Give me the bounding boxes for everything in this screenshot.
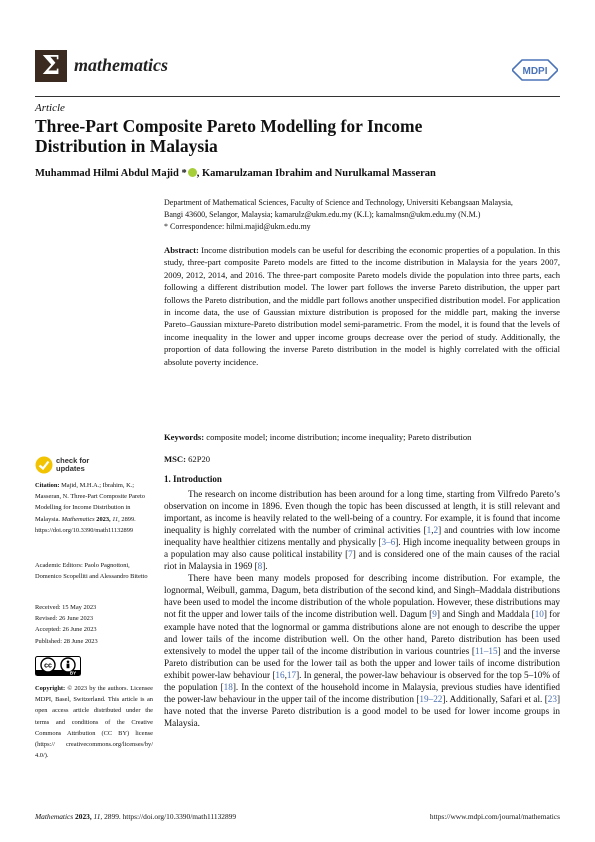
date-published: Published: 28 June 2023 (35, 637, 98, 645)
author-list (35, 168, 436, 179)
cc-text: cc (44, 662, 52, 670)
reference-link[interactable]: 17 (286, 669, 297, 680)
journal-logo-icon (35, 50, 67, 82)
paragraph-text: ]. In the context of the household income in Malaysia, previous studies have identified the power-law behaviour in the upper tail of the income distribution [ (164, 681, 560, 704)
paragraph-text: , (431, 525, 434, 536)
msc-label: MSC: (164, 454, 186, 464)
msc-text: 62P20 (188, 454, 211, 464)
citation-label: Citation: (35, 482, 60, 489)
paragraph-text: ] have noted that the inverse Pareto distribution is a good model to be used for lower income groups in Malaysia. (164, 693, 560, 728)
reference-link[interactable]: 2 (433, 525, 439, 536)
check-for-updates-label[interactable] (56, 457, 89, 473)
copyright (35, 683, 153, 761)
citation-rest[interactable]: 2899. https://doi.org/10.3390/math11132899 (35, 515, 136, 534)
reference-link[interactable]: 8 (257, 561, 263, 572)
paragraph-text: , (284, 669, 287, 680)
cc-by-license-icon[interactable] (35, 656, 81, 676)
date-received: Received: 15 May 2023 (35, 604, 97, 611)
citation-volume: 11, (112, 515, 120, 523)
paragraph-text: There have been many models proposed for describing income distribution. For example, the lognormal, Weibull, gamma, Dagum, beta distribution of the second kind, and Singh–Maddala distributions have been used to model the income distribution of the whole population. However, these distributions may not fit the upper and lower tails of the income distribution well. Dagum [ (164, 573, 560, 620)
copyright-text: © 2023 by the authors. Licensee MDPI, Basel, Switzerland. This article is an open access article distributed under the terms and conditions of the Creative Commons Attribution (CC BY) license (https:// creativecommons.org/licenses/by/ 4.0/). (35, 685, 153, 760)
journal-name: mathematics (74, 55, 168, 75)
abstract-text: Income distribution models can be useful for describing the economic properties of a population. In this study, three-part composite Pareto models are fitted to the income distribution in Malaysia for the years 2007, 2009, 2012, 2014, and 2016. The three-part composite Pareto models divide the population into three parts, each following a different distribution model. The lower part follows the inverse Pareto distribution, the upper part follows the Pareto distribution, and the middle part follows another unspecified distribution model. For application in income data, the use of Gaussian mixture distribution is proposed for the middle part, making the inverse Pareto–Gaussian mixture-Pareto distribution model semi-parametric. From the model, it is found that the levels of income inequality in the lower and upper income groups decrease over the period of study. Additionally, the proportion of data following the inverse Pareto distribution in the model is highly correlated with the official absolute poverty incidence. (164, 245, 560, 367)
article-type: Article (35, 102, 65, 114)
keywords-text: composite model; income distribution; income inequality; Pareto distribution (206, 432, 472, 442)
paragraph-text: The research on income distribution has been around for a long time, starting from Vilfredo Pareto’s observation on income in 1896. Even though the topic has been discussed at length, it is still relevant and important, as income is heavily related to the well-being of a country. For example, it is found that income inequality is highly correlated with the number of criminal activities [ (164, 489, 560, 536)
logo-symbol: Σ (41, 51, 61, 81)
mdpi-logo-text: MDPI (522, 66, 548, 77)
citation-year: 2023, (96, 515, 111, 523)
check-line-2: updates (56, 464, 85, 473)
abstract (164, 244, 560, 368)
by-text: BY (69, 670, 77, 676)
paragraph-text: ] and is considered one of the main causes of the racial riot in Malaysia in 1969 [ (164, 549, 560, 572)
copyright-label: Copyright: (35, 685, 66, 692)
author-first: Muhammad Hilmi Abdul Majid * (35, 168, 187, 179)
citation (35, 480, 153, 536)
footer-year: 2023, (75, 812, 92, 821)
affiliation (164, 197, 560, 233)
paragraph-text: ] and the inverse Pareto distribution can be used for the lower tail as both the upper and lower tails of income distribution exhibit power-law behaviour [ (164, 645, 560, 680)
reference-link[interactable]: 19–22 (419, 693, 443, 704)
paragraph-text: ] for example have noted that the lognormal or gamma distributions alone are not enough to describe the upper and lower tails of the income distribution well. On the other hand, Pareto distribution has been used extensively to model the upper tail of the income distribution in various countries [ (164, 609, 560, 656)
reference-link[interactable]: 1 (426, 525, 432, 536)
dates (35, 602, 153, 647)
keywords (164, 431, 560, 443)
header-rule (35, 96, 560, 97)
paragraph-1 (164, 488, 560, 572)
date-accepted: Accepted: 26 June 2023 (35, 626, 97, 634)
reference-link[interactable]: 7 (348, 549, 353, 560)
section-heading: 1. Introduction (164, 474, 222, 484)
paragraph-text: ] and Singh and Maddala [ (436, 609, 535, 620)
body-text (164, 488, 560, 729)
check-for-updates-icon[interactable] (35, 456, 53, 474)
paragraph-text: ]. In general, the power-law behaviour is observed for the top 5–10% of the population [ (164, 669, 560, 692)
paragraph-text: ]. High income inequality between groups in a population may also cause political instability [ (164, 537, 560, 560)
reference-link[interactable]: 18 (223, 681, 233, 692)
footer-citation (35, 812, 236, 821)
paragraph-2 (164, 572, 560, 729)
reference-link[interactable]: 23 (547, 693, 557, 704)
correspondence: * Correspondence: hilmi.majid@ukm.edu.my (164, 222, 311, 231)
affiliation-line: Bangi 43600, Selangor, Malaysia; kamarulz@ukm.edu.my (K.I.); kamalmsn@ukm.edu.my (N.M.) (164, 210, 481, 219)
paragraph-text: ] and countries with low income inequality have healthier citizens mentally and physically [ (164, 525, 560, 548)
affiliation-line: Department of Mathematical Sciences, Faculty of Science and Technology, Universiti Kebangsaan Malaysia, (164, 198, 513, 207)
footer-doi[interactable]: 2899. https://doi.org/10.3390/math11132899 (104, 812, 237, 821)
reference-link[interactable]: 9 (432, 609, 437, 620)
paragraph-text: ]. (262, 561, 268, 572)
reference-link[interactable]: 16 (275, 669, 285, 680)
reference-link[interactable]: 11–15 (474, 645, 498, 656)
author-rest: , Kamarulzaman Ibrahim and Nurulkamal Masseran (196, 168, 436, 179)
reference-link[interactable]: 10 (534, 609, 544, 620)
mdpi-logo-icon (512, 59, 558, 81)
abstract-label: Abstract: (164, 245, 199, 255)
article-title: Three-Part Composite Pareto Modelling for Income Distribution in Malaysia (35, 116, 423, 156)
orcid-icon[interactable] (188, 168, 197, 177)
footer-journal-url[interactable]: https://www.mdpi.com/journal/mathematics (429, 812, 560, 821)
citation-text: Majid, M.H.A.; Ibrahim, K.; Masseran, N. Three-Part Composite Pareto Modelling for Income Distribution in Malaysia. (35, 482, 145, 523)
footer-journal: Mathematics (35, 812, 74, 821)
check-line-1: check for (56, 456, 90, 465)
date-revised: Revised: 26 June 2023 (35, 615, 94, 623)
reference-link[interactable]: 3–6 (381, 537, 396, 548)
citation-journal: Mathematics (61, 515, 95, 523)
keywords-label: Keywords: (164, 432, 205, 442)
msc (164, 453, 560, 465)
footer-volume: 11, (93, 812, 103, 821)
paragraph-text: ]. Additionally, Safari et al. [ (442, 693, 548, 704)
academic-editors: Academic Editors: Paolo Pagnottoni, Domenico Scopelliti and Alessandro Bitetto (35, 562, 148, 581)
